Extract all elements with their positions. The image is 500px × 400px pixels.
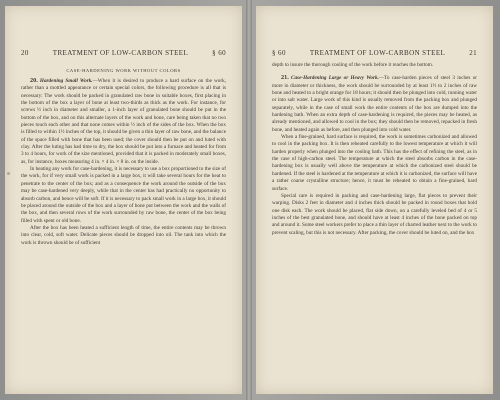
- para-number: 20.: [30, 77, 38, 84]
- section-title: CASE-HARDENING WORK WITHOUT COLORS: [66, 68, 181, 73]
- paragraph-text: —To case-harden pieces of steel 3 inches or more in diameter or thickness, the work should be surrounded by at least 1½ to 2 inches of raw bone and heated to a bright orange for 18 hours; it should then be plunged into cold, running water or into salt water. Large work of this kind is usually removed from the packing box and plunged separately, while in the case of small work the entire contents of the box are dumped into the hardening bath. When an extra depth of case-hardening is required, the pieces may be heated, as already mentioned, and allowed to cool in the box; they should then be removed, repacked in fresh bone, and heated again as before, and then plunged into cold water.: [272, 75, 478, 133]
- paragraph: [21, 77, 226, 166]
- paragraph: [272, 74, 477, 134]
- paragraph-text: —When it is desired to produce a hard surface on the work, rather than a mottled appearance or certain special colors, the following procedure is all that is necessary: The work should be packed in granulated raw bone in suitable boxes, first placing in the bottom of the box a layer of bone at least two-thirds as thick as the work. For instance, for screws ½ inch in diameter and smaller, a 1-inch layer of granulated bone should be put in the bottom of the box, and on this alternate layers of the work and bone, care being taken that no two pieces touch each other and that none comes within ½ inch of the sides of the box. When the box is filled to within 1½ inches of the top, it should be given a thin layer of raw bone, and the balance of the space filled with bone that has been used; the cover should then be put on and luted with clay. After the luting has had time to dry, the box should be put into a furnace and heated for from 3 to 4 hours, for work of the size mentioned, provided that it is packed in moderately small boxes, as, for instance, boxes measuring 4 in. × 4 in. × 8 in. on the inside.: [21, 78, 226, 165]
- right-page-number: 21: [469, 49, 477, 57]
- para-number: 21.: [281, 74, 289, 82]
- paragraph: After the box has been heated a sufficient length of time, the entire contents may be thrown into clear, cold, soft water. Delicate pieces should be dropped into oil. The tank into which the work is thrown should be of sufficient: [21, 224, 226, 246]
- continuation-text: depth to insure the thorough cooling of the work before it reaches the bottom.: [272, 62, 434, 68]
- margin-smudge: [7, 172, 10, 175]
- paragraph: In heating any work for case-hardening, it is necessary to use a box proportioned to the size of the work, for if very small work is packed in a large box, it will take several hours for the heat to penetrate to the center of the box; and as a consequence the work around the outside of the box may be case-hardened very deeply, while that in the center has had practically no opportunity to absorb carbon, and hence will be soft. If it is necessary to pack small work in a large box, it should be placed around the outside of the box and a layer of bone put between the work and the walls of the box, and then several rows of the work surrounded by raw bone, the center of the box being filled with spent or old bone.: [21, 166, 226, 224]
- book-gutter: [246, 0, 252, 400]
- left-page-body: [21, 44, 226, 247]
- left-header-title: TREATMENT OF LOW-CARBON STEEL: [52, 49, 189, 57]
- right-header-section: § 60: [272, 49, 286, 57]
- left-header-section: § 60: [212, 49, 226, 57]
- para-heading: Case-Hardening Large or Heavy Work.: [291, 75, 379, 82]
- right-page-body: [272, 62, 477, 237]
- paragraph: When a fine-grained, hard surface is required, the work is sometimes carbonized and allowed to cool in the packing box. It is then reheated carefully to the lowest temperature at which it will harden properly when plunged into the cooling bath. This has the effect of refining the steel, as in the case of high-carbon steel. The temperature at which the steel absorbs carbon in the case-hardening box is usually well above the temperature at which the carbonized steel should be hardened. If the steel is hardened at the temperature at which it is carbonized, the surface will have a rather coarse crystalline structure; hence, it must be reheated to obtain a fine-grained, hard surface.: [272, 134, 477, 192]
- right-running-head: [272, 49, 477, 57]
- paragraph: Special care is required in packing and case-hardening large, flat pieces to prevent their warping. Disks 2 feet in diameter and 4 inches thick should be packed in round boxes that hold one disk each. The work should be placed, flat side down, on a carefully leveled bed of 4 or 5 inches of the best granulated bone, and should have at least 4 inches of the bone packed on top and around it. Some steel workers prefer to place a thin layer of charred leather next to the work to prevent scaling, but this is not necessary. After packing, the cover should be luted on, and the box: [272, 192, 477, 236]
- right-page: [256, 6, 493, 394]
- para-heading: Hardening Small Work.: [39, 78, 93, 84]
- left-page: [5, 6, 242, 394]
- left-page-number: 20: [21, 49, 29, 57]
- right-header-title: TREATMENT OF LOW-CARBON STEEL: [309, 49, 446, 57]
